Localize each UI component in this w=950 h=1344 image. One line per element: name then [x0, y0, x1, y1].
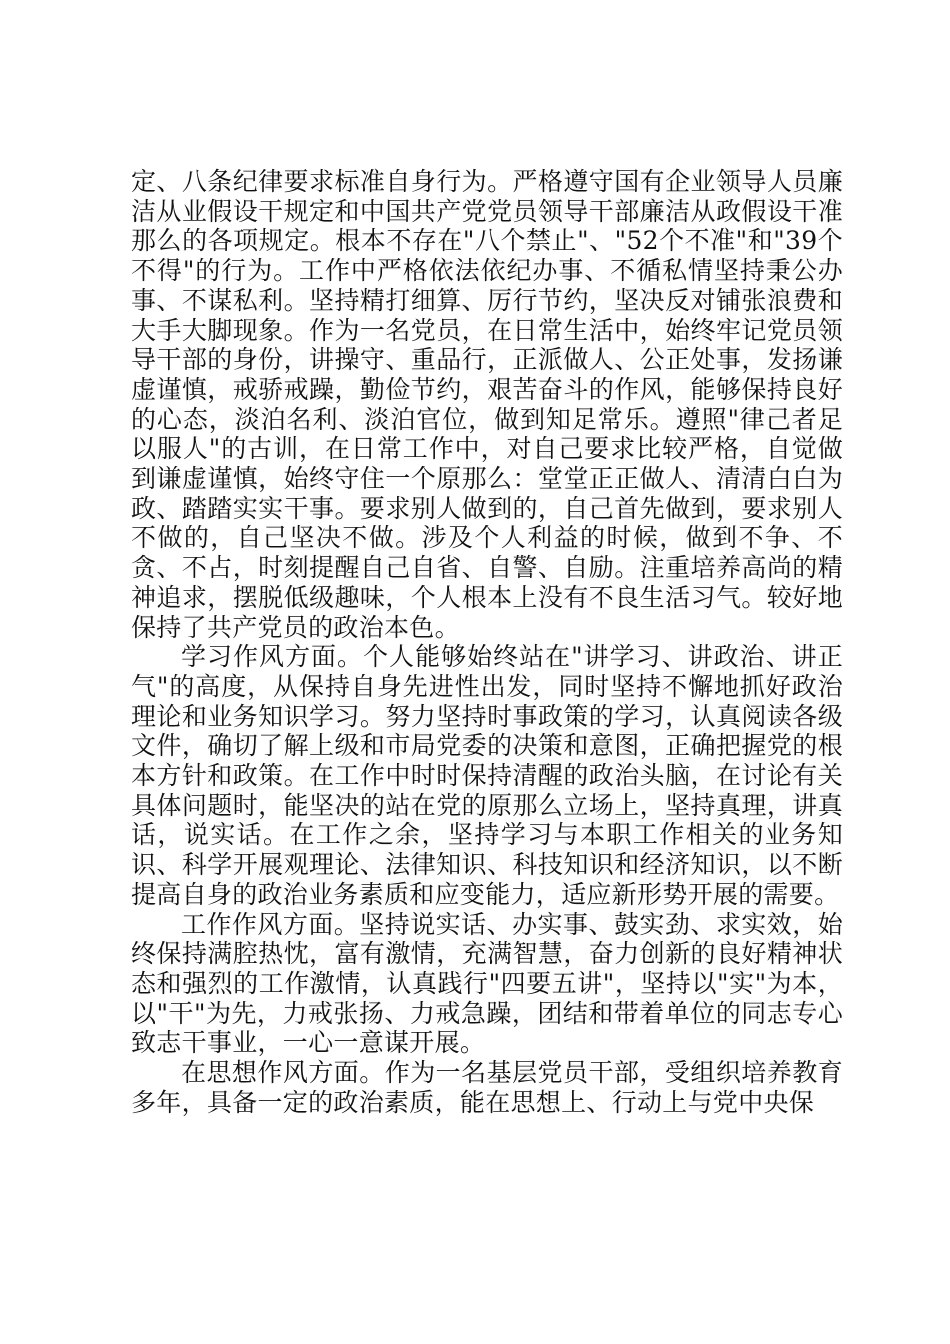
paragraph-discipline: 定、八条纪律要求标准自身行为。严格遵守国有企业领导人员廉洁从业假设干规定和中国共产党党员领导干部廉洁从政假设干准那么的各项规定。根本不存在"八个禁止"、"52个不准"和"39个不得"的行为。工作中严格依法依纪办事、不循私情坚持秉公办事、不谋私利。坚持精打细算、厉行节约，坚决反对铺张浪费和大手大脚现象。作为一名党员，在日常生活中，始终牢记党员领导干部的身份，讲操守、重品行，正派做人、公正处事，发扬谦虚谨慎，戒骄戒躁，勤俭节约，艰苦奋斗的作风，能够保持良好的心态，淡泊名利、淡泊官位，做到知足常乐。遵照"律己者足以服人"的古训，在日常工作中，对自己要求比较严格，自觉做到谦虚谨慎，始终守住一个原那么：堂堂正正做人、清清白白为政、踏踏实实干事。要求别人做到的，自己首先做到，要求别人不做的，自己坚决不做。涉及个人利益的时候，做到不争、不贪、不占，时刻提醒自己自省、自警、自励。注重培养高尚的精神追求，摆脱低级趣味，个人根本上没有不良生活习气。较好地保持了共产党员的政治本色。 — [131, 167, 843, 642]
paragraph-study-style: 学习作风方面。个人能够始终站在"讲学习、讲政治、讲正气"的高度，从保持自身先进性出发，同时坚持不懈地抓好政治理论和业务知识学习。努力坚持时事政策的学习，认真阅读各级文件，确切了解上级和市局党委的决策和意图，正确把握党的根本方针和政策。在工作中时时保持清醒的政治头脑，在讨论有关具体问题时，能坚决的站在党的原那么立场上，坚持真理，讲真话，说实话。在工作之余，坚持学习与本职工作相关的业务知识、科学开展观理论、法律知识、科技知识和经济知识，以不断提高自身的政治业务素质和应变能力，适应新形势开展的需要。 — [131, 642, 843, 909]
paragraph-work-style: 工作作风方面。坚持说实话、办实事、鼓实劲、求实效，始终保持满腔热忱，富有激情，充满智慧，奋力创新的良好精神状态和强烈的工作激情，认真践行"四要五讲"，坚持以"实"为本，以"干"为先，力戒张扬、力戒急躁，团结和带着单位的同志专心致志干事业，一心一意谋开展。 — [131, 909, 843, 1058]
paragraph-thought-style: 在思想作风方面。作为一名基层党员干部，受组织培养教育多年，具备一定的政治素质，能在思想上、行动上与党中央保 — [131, 1058, 843, 1117]
document-body — [131, 167, 843, 1118]
